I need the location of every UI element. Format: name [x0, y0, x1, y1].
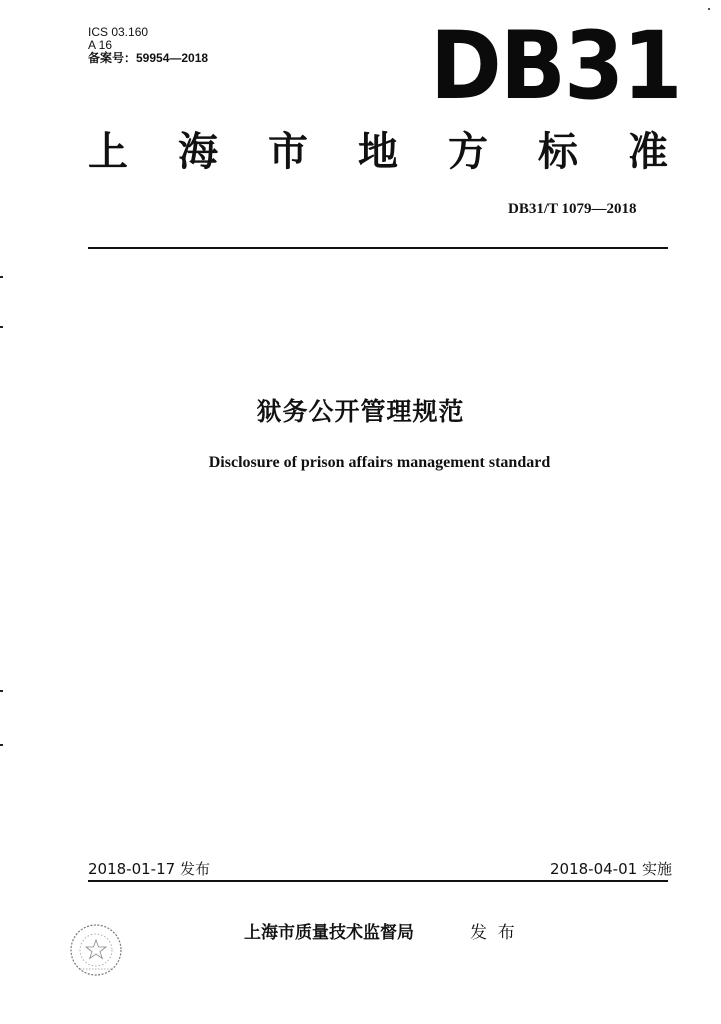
effective-date: 2018-04-01 实施: [550, 860, 672, 878]
title-char: 地: [358, 129, 398, 175]
scan-mark: [0, 690, 3, 692]
standard-number: DB31/T 1079—2018: [508, 201, 637, 217]
top-divider: [88, 247, 668, 249]
title-char: 标: [538, 129, 578, 175]
title-char: 方: [448, 129, 488, 175]
bottom-divider: [88, 880, 668, 882]
ics-code: ICS 03.160: [88, 25, 149, 39]
filing-number: 备案号：59954—2018: [88, 51, 209, 65]
scan-mark: [0, 276, 3, 278]
category-code: A 16: [88, 38, 113, 52]
title-char: 上: [88, 129, 128, 175]
document-title-cn: 狱务公开管理规范: [256, 397, 465, 426]
issue-date: 2018-01-17 发布: [88, 860, 210, 878]
scan-mark: [0, 326, 3, 328]
db31-logo: DB31: [430, 12, 681, 121]
scan-mark: [0, 744, 3, 746]
standard-type-title: [88, 130, 668, 174]
issue-word: 发 布: [470, 923, 515, 943]
scan-mark: [708, 8, 710, 10]
title-char: 市: [268, 129, 308, 175]
title-char: 海: [178, 129, 218, 175]
title-char: 准: [628, 129, 668, 175]
official-seal-icon: [68, 922, 124, 978]
document-title-en: Disclosure of prison affairs management standard: [208, 454, 551, 471]
issuing-authority: 上海市质量技术监督局: [244, 923, 414, 943]
